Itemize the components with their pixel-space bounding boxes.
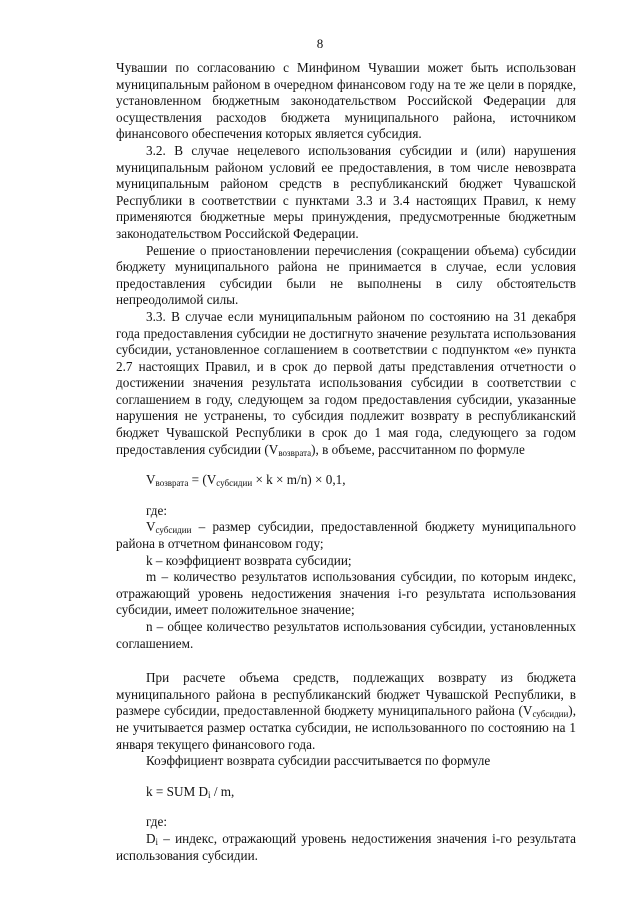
formula-lhs-sub: возврата [155,478,189,489]
document-body [116,60,576,864]
definition-v-subsidy [116,519,576,552]
paragraph-calculation-note [116,670,576,753]
paragraph-continuation: Чувашии по согласованию с Минфином Чувашии может быть использован муниципальным районом в очередном финансовом году на те же цели в порядке, установленном бюджетным законодательством Российской Федерации для осуществления расходов бюджета муниципального района, источником финансового обеспечения которых является субсидия. [116,60,576,142]
definition-m: m – количество результатов использования субсидии, по которым индекс, отражающий уровень недостижения значения i-го результата использования субсидии, имеет положительное значение; [116,569,576,618]
where-label-2: где: [146,814,167,830]
definition-v-text: – размер субсидии, предоставленной бюджету муниципального района в отчетном финансовом году; [116,519,576,552]
paragraph-3-3-end: ), в объеме, рассчитанном по формуле [311,441,525,457]
definition-d-text: – индекс, отражающий уровень недостижения значения i-го результата использования субсидии. [116,830,576,863]
formula-return-volume [116,472,576,489]
paragraph-3-3-text: 3.3. В случае если муниципальным районом по состоянию на 31 декабря года предоставления субсидии не достигнуто значение результата использования субсидии, установленное соглашением в соответствии с подпунктом «е» пункта 2.7 настоящих Правил, и в срок до первой даты представления отчетности о достижении значения результата использования субсидии в соответствии с соглашением в году, следующем за годом предоставления субсидии, указанные нарушения не устранены, то субсидия подлежит возврату в республиканский бюджет Чувашской Республики в срок до 1 мая года, следующего за годом предоставления субсидии (V [116,308,576,457]
definition-d-symbol: D [146,830,156,846]
definition-v-sub: субсидии [155,525,192,536]
calc-note-end: ), не учитывается размер остатка субсидии, не использованного по состоянию на 1 января текущего финансового года. [116,703,576,752]
paragraph-3-3 [116,309,576,458]
formula-rest: × k × m/n) × 0,1, [252,472,346,488]
page-number: 8 [316,36,324,51]
definition-d-i [116,831,576,864]
formula-lhs-var: V [146,472,156,488]
calc-note-start: При расчете объема средств, подлежащих возврату из бюджета муниципального района в республиканский бюджет Чувашской Республики, в размере субсидии, предоставленной бюджету муниципального района (V [116,670,576,719]
formula2-start: k = SUM D [146,783,209,799]
definition-d-sub: i [155,836,159,847]
formula-eq: = (V [188,472,217,488]
paragraph-3-2: 3.2. В случае нецелевого использования субсидии и (или) нарушения муниципальным районом условий ее предоставления, в том числе невозврата муниципальным районом средств в республиканский бюджет Чувашской Республики в соответствии с пунктами 3.3 и 3.4 настоящих Правил, к нему применяются бюджетные меры принуждения, предусмотренные бюджетным законодательством Российской Федерации. [116,142,576,241]
formula2-end: / m, [210,783,235,799]
formula-rhs-sub: субсидии [216,478,253,489]
definition-n: n – общее количество результатов использования субсидии, установленных соглашением. [116,619,576,651]
paragraph-coefficient-intro: Коэффициент возврата субсидии рассчитывается по формуле [146,753,491,769]
definition-v-symbol: V [146,519,156,535]
where-label-1: где: [146,502,167,518]
definition-k: k – коэффициент возврата субсидии; [146,552,352,568]
subscript-vozvrata: возврата [278,447,312,458]
formula2-sub: i [208,789,211,800]
paragraph-suspension-decision: Решение о приостановлении перечисления (сокращении объема) субсидии бюджету муниципального района не принимается в случае, если условия предоставления субсидии были не выполнены в силу обстоятельств непреодолимой силы. [116,242,576,308]
calc-note-sub: субсидии [532,709,569,720]
formula-coefficient [116,784,576,801]
